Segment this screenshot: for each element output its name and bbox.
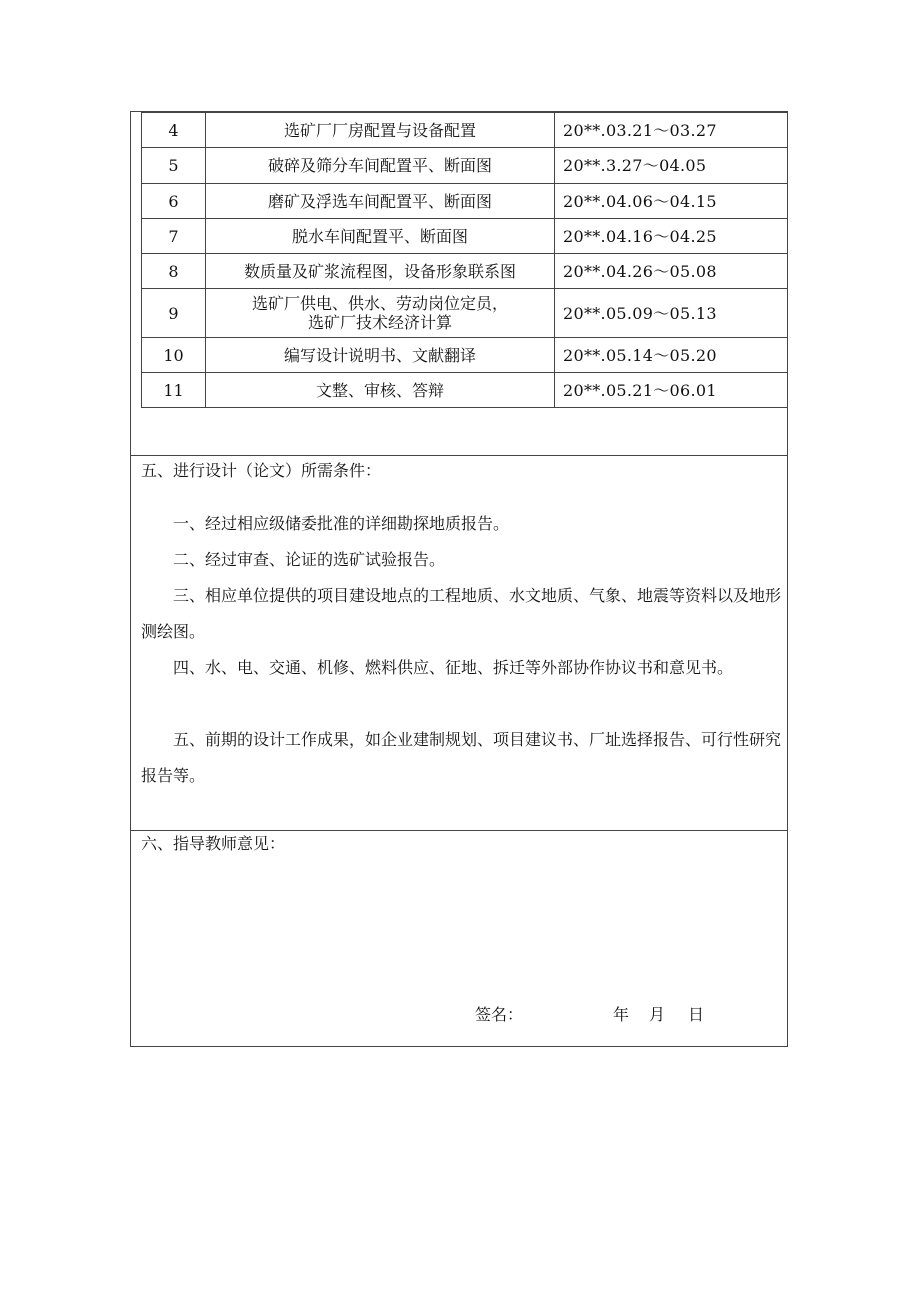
- row-task-line: 选矿厂供电、供水、劳动岗位定员，: [251, 294, 508, 313]
- condition-item: 一、经过相应级储委批准的详细勘探地质报告。: [173, 514, 510, 533]
- schedule-table: [141, 112, 788, 408]
- schedule-section: [131, 112, 787, 455]
- table-row: [142, 113, 788, 148]
- row-task: 选矿厂厂房配置与设备配置: [206, 113, 555, 148]
- row-number: 4: [142, 113, 206, 148]
- row-date: 20**.04.16～04.25: [555, 219, 788, 254]
- row-date: 20**.04.26～05.08: [555, 254, 788, 289]
- row-number: 8: [142, 254, 206, 289]
- table-row: [142, 338, 788, 373]
- row-task: 磨矿及浮选车间配置平、断面图: [206, 184, 555, 219]
- row-task: 编写设计说明书、文献翻译: [206, 338, 555, 373]
- row-task-line: 选矿厂技术经济计算: [307, 313, 452, 332]
- condition-item: 四、水、电、交通、机修、燃料供应、征地、拆迁等外部协作协议书和意见书。: [173, 658, 734, 677]
- table-row: [142, 148, 788, 184]
- section-divider: [131, 455, 787, 456]
- row-number: 11: [142, 373, 206, 408]
- row-date: 20**.05.09～05.13: [555, 289, 788, 338]
- row-task: 文整、审核、答辩: [206, 373, 555, 408]
- row-number: 6: [142, 184, 206, 219]
- row-date: 20**.05.21～06.01: [555, 373, 788, 408]
- row-task: 脱水车间配置平、断面图: [206, 219, 555, 254]
- row-date: 20**.05.14～05.20: [555, 338, 788, 373]
- table-row: [142, 289, 788, 338]
- row-number: 5: [142, 148, 206, 184]
- form-frame: [130, 111, 788, 1047]
- row-number: 7: [142, 219, 206, 254]
- row-date: 20**.03.21～03.27: [555, 113, 788, 148]
- signature-label: 签名：: [475, 1005, 524, 1024]
- condition-item: 三、相应单位提供的项目建设地点的工程地质、水文地质、气象、地震等资料以及地形测绘图。: [141, 586, 782, 641]
- date-year-label: 年: [613, 1005, 630, 1024]
- condition-item: 二、经过审查、论证的选矿试验报告。: [173, 550, 446, 569]
- row-number: 10: [142, 338, 206, 373]
- date-day-label: 日: [688, 1005, 705, 1024]
- date-month-label: 月: [649, 1005, 666, 1024]
- row-task: 数质量及矿浆流程图，设备形象联系图: [206, 254, 555, 289]
- row-number: 9: [142, 289, 206, 338]
- row-task: [206, 289, 555, 338]
- condition-item: 五、前期的设计工作成果，如企业建制规划、项目建议书、厂址选择报告、可行性研究报告等。: [141, 730, 782, 785]
- table-row: [142, 219, 788, 254]
- row-date: 20**.04.06～04.15: [555, 184, 788, 219]
- table-row: [142, 254, 788, 289]
- section-divider: [131, 830, 787, 831]
- section-6-title: 六、指导教师意见：: [141, 834, 286, 853]
- section-5-title: 五、进行设计（论文）所需条件：: [141, 461, 382, 480]
- table-row: [142, 184, 788, 219]
- row-task: 破碎及筛分车间配置平、断面图: [206, 148, 555, 184]
- row-date: 20**.3.27～04.05: [555, 148, 788, 184]
- table-row: [142, 373, 788, 408]
